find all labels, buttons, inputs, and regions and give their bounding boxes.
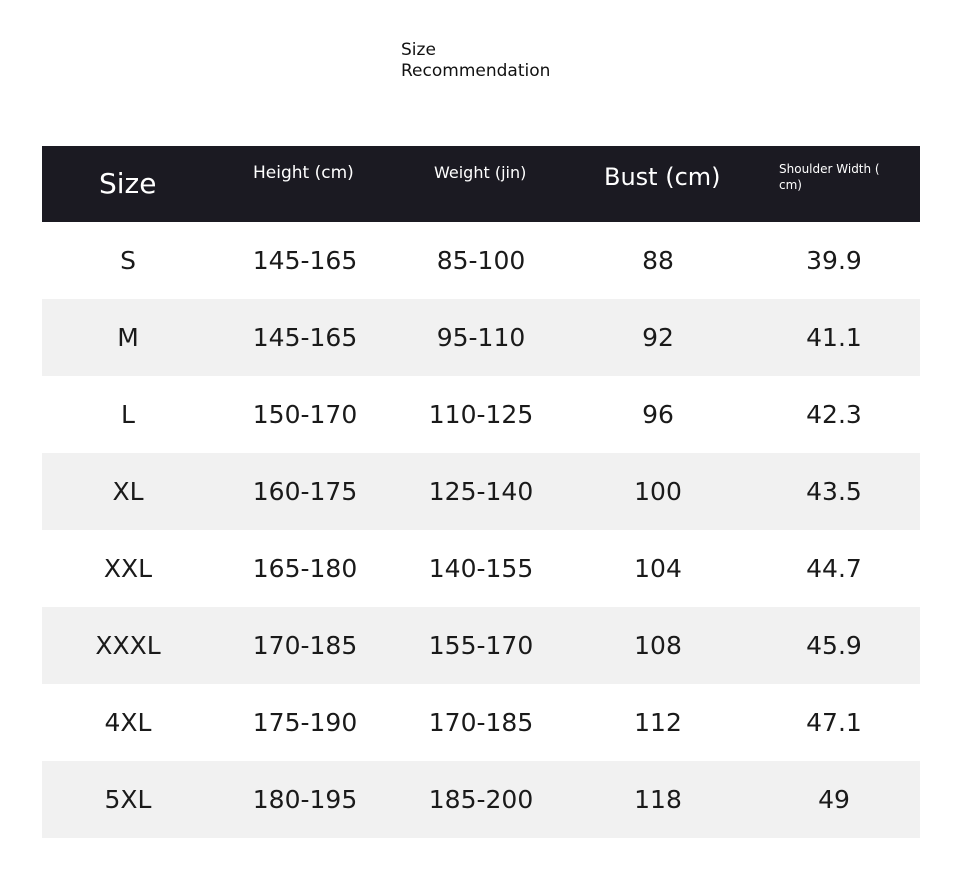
cell-shoulder-width: 47.1 (806, 708, 862, 737)
page-title-line-1: Size (401, 40, 436, 60)
table-row (42, 684, 920, 761)
cell-size: XXXL (95, 631, 161, 660)
cell-size: M (117, 323, 139, 352)
cell-shoulder-width: 41.1 (806, 323, 862, 352)
table-row (42, 761, 920, 838)
cell-size: 4XL (104, 708, 152, 737)
cell-height: 175-190 (252, 708, 358, 737)
cell-shoulder-width: 45.9 (806, 631, 862, 660)
cell-size: S (120, 246, 136, 275)
cell-bust: 100 (634, 477, 682, 506)
header-shoulder-width: Shoulder Width ( cm) (779, 162, 880, 192)
cell-bust: 104 (634, 554, 682, 583)
cell-bust: 112 (634, 708, 682, 737)
cell-weight: 95-110 (436, 323, 526, 352)
cell-shoulder-width: 49 (818, 785, 850, 814)
cell-shoulder-width: 44.7 (806, 554, 862, 583)
cell-height: 165-180 (252, 554, 358, 583)
cell-bust: 88 (642, 246, 674, 275)
cell-height: 160-175 (252, 477, 358, 506)
cell-height: 150-170 (252, 400, 358, 429)
cell-height: 170-185 (252, 631, 358, 660)
cell-weight: 85-100 (436, 246, 526, 275)
header-height: Height (cm) (253, 163, 354, 183)
size-chart-table (42, 146, 920, 838)
table-header-row (42, 146, 920, 222)
table-row (42, 376, 920, 453)
cell-height: 145-165 (252, 246, 358, 275)
header-size: Size (99, 167, 157, 200)
table-row (42, 607, 920, 684)
cell-size: XL (112, 477, 144, 506)
cell-size: XXL (103, 554, 153, 583)
cell-size: L (121, 400, 135, 429)
cell-height: 180-195 (252, 785, 358, 814)
cell-shoulder-width: 42.3 (806, 400, 862, 429)
cell-weight: 185-200 (428, 785, 534, 814)
header-weight: Weight (jin) (434, 163, 527, 182)
page-title (401, 40, 550, 82)
table-row (42, 530, 920, 607)
table-row (42, 453, 920, 530)
page-title-line-2: Recommendation (401, 61, 551, 81)
cell-bust: 96 (642, 400, 674, 429)
cell-shoulder-width: 39.9 (806, 246, 862, 275)
cell-weight: 110-125 (428, 400, 534, 429)
cell-weight: 140-155 (428, 554, 534, 583)
header-bust: Bust (cm) (604, 163, 721, 191)
table-row (42, 299, 920, 376)
cell-size: 5XL (104, 785, 152, 814)
cell-height: 145-165 (252, 323, 358, 352)
cell-bust: 108 (634, 631, 682, 660)
table-row (42, 222, 920, 299)
cell-weight: 125-140 (428, 477, 534, 506)
cell-bust: 118 (634, 785, 682, 814)
cell-weight: 170-185 (428, 708, 534, 737)
cell-weight: 155-170 (428, 631, 534, 660)
cell-shoulder-width: 43.5 (806, 477, 862, 506)
cell-bust: 92 (642, 323, 674, 352)
